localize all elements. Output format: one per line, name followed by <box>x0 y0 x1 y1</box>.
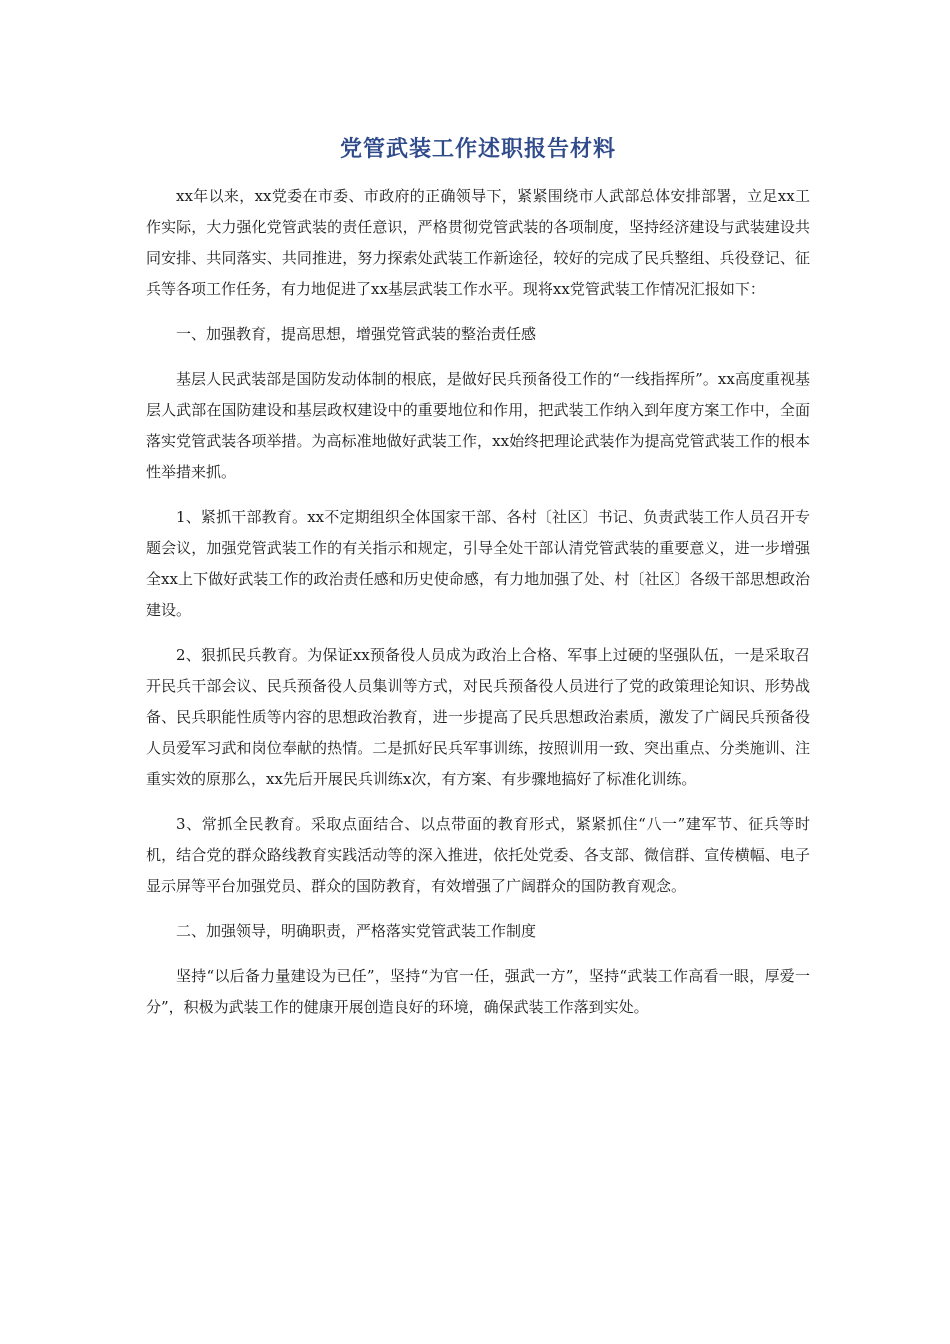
item-1-paragraph: 1、紧抓干部教育。xx不定期组织全体国家干部、各村〔社区〕书记、负责武装工作人员召开专题会议，加强党管武装工作的有关指示和规定，引导全处干部认清党管武装的重要意义，进一步增强全xx上下做好武装工作的政治责任感和历史使命感，有力地加强了处、村〔社区〕各级干部思想政治建设。 <box>146 508 810 619</box>
section-2-paragraph: 坚持“以后备力量建设为已任”，坚持“为官一任，强武一方”，坚持“武装工作高看一眼，厚爱一分”，积极为武装工作的健康开展创造良好的环境，确保武装工作落到实处。 <box>146 967 810 1016</box>
intro-paragraph: xx年以来，xx党委在市委、市政府的正确领导下，紧紧围绕市人武部总体安排部署，立足xx工作实际，大力强化党管武装的责任意识，严格贯彻党管武装的各项制度，坚持经济建设与武装建设共同安排、共同落实、共同推进，努力探索处武装工作新途径，较好的完成了民兵整组、兵役登记、征兵等各项工作任务，有力地促进了xx基层武装工作水平。现将xx党管武装工作情况汇报如下： <box>146 187 810 298</box>
item-2-paragraph: 2、狠抓民兵教育。为保证xx预备役人员成为政治上合格、军事上过硬的坚强队伍，一是采取召开民兵干部会议、民兵预备役人员集训等方式，对民兵预备役人员进行了党的政策理论知识、形势战备、民兵职能性质等内容的思想政治教育，进一步提高了民兵思想政治素质，激发了广阔民兵预备役人员爱军习武和岗位奉献的热情。二是抓好民兵军事训练，按照训用一致、突出重点、分类施训、注重实效的原那么，xx先后开展民兵训练x次，有方案、有步骤地搞好了标准化训练。 <box>146 646 810 788</box>
section-1-paragraph: 基层人民武装部是国防发动体制的根底，是做好民兵预备役工作的“一线指挥所”。xx高度重视基层人武部在国防建设和基层政权建设中的重要地位和作用，把武装工作纳入到年度方案工作中，全面落实党管武装各项举措。为高标准地做好武装工作，xx始终把理论武装作为提高党管武装工作的根本性举措来抓。 <box>146 370 810 481</box>
document-title: 党管武装工作述职报告材料 <box>339 137 616 162</box>
section-heading-1: 一、加强教育，提高思想，增强党管武装的整治责任感 <box>176 325 537 343</box>
item-3-paragraph: 3、常抓全民教育。采取点面结合、以点带面的教育形式，紧紧抓住“八一”建军节、征兵等时机，结合党的群众路线教育实践活动等的深入推进，依托处党委、各支部、微信群、宣传横幅、电子显示屏等平台加强党员、群众的国防教育，有效增强了广阔群众的国防教育观念。 <box>146 815 810 895</box>
section-heading-2: 二、加强领导，明确职责，严格落实党管武装工作制度 <box>176 922 537 940</box>
document-page <box>146 132 810 1037</box>
